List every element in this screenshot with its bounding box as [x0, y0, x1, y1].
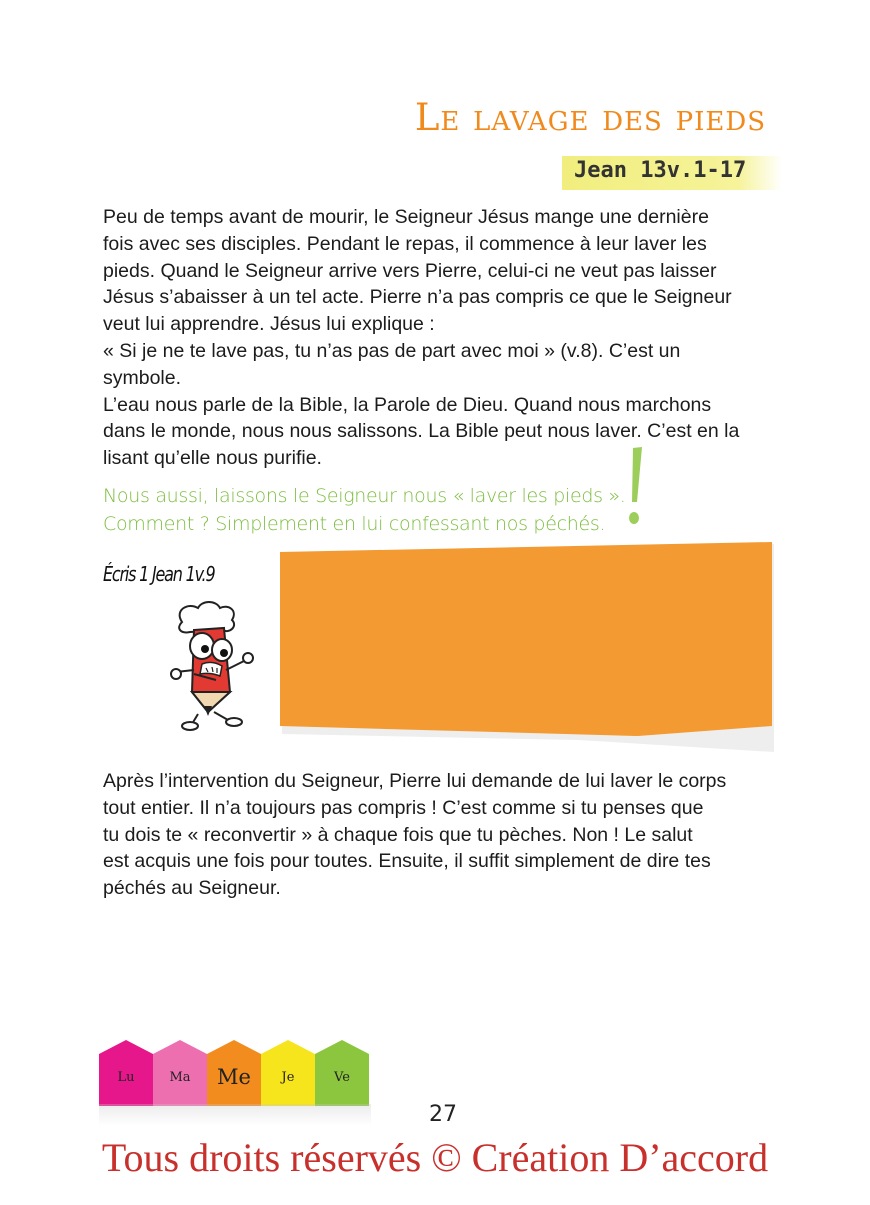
bible-reference: Jean 13v.1-17: [574, 158, 747, 183]
text-line: L’eau nous parle de la Bible, la Parole de Dieu. Quand nous marchons: [103, 393, 712, 416]
day-tab-lu[interactable]: [99, 1040, 153, 1106]
text-line: Après l’intervention du Seigneur, Pierre lui demande de lui laver le corps: [103, 770, 727, 792]
text-line: lisant qu’elle nous purifie.: [103, 447, 322, 470]
text-line: veut lui apprendre. Jésus lui explique :: [103, 313, 435, 336]
pencil-mascot-icon: [168, 600, 264, 732]
text-line: « Si je ne te lave pas, tu n’as pas de part avec moi » (v.8). C’est un: [103, 339, 681, 362]
bible-reference-highlight: [562, 156, 782, 190]
text-line: est acquis une fois pour toutes. Ensuite, il suffit simplement de dire tes: [103, 850, 711, 873]
text-line: pieds. Quand le Seigneur arrive vers Pierre, celui-ci ne veut pas laisser: [103, 259, 717, 282]
text-line: tu dois te « reconvertir » à chaque fois que tu pèches. Non ! Le salut: [103, 823, 693, 846]
application-text: [103, 482, 743, 538]
day-tab-label: Je: [281, 1070, 295, 1085]
conclusion-paragraph: [103, 768, 771, 902]
day-tab-je[interactable]: [261, 1040, 315, 1106]
page-title: Le lavage des pieds: [414, 96, 766, 139]
day-tab-ma[interactable]: [153, 1040, 207, 1106]
day-tab-label: Lu: [117, 1070, 135, 1085]
day-tab-label: Ve: [334, 1070, 350, 1085]
text-line: péchés au Seigneur.: [103, 877, 281, 900]
day-tab-label: Me: [217, 1065, 251, 1089]
text-line: dans le monde, nous nous salissons. La Bible peut nous laver. C’est en la: [103, 420, 740, 443]
page-number: 27: [429, 1102, 457, 1127]
day-tab-label: Ma: [169, 1070, 191, 1085]
copyright-watermark: Tous droits réservés © Création D’accord: [101, 1135, 769, 1180]
answer-writing-box[interactable]: [278, 540, 778, 752]
story-paragraph: [103, 204, 771, 472]
day-tab-ve[interactable]: [315, 1040, 369, 1106]
application-line: Nous aussi, laissons le Seigneur nous « laver les pieds ».: [103, 485, 626, 507]
text-line: Peu de temps avant de mourir, le Seigneur Jésus mange une dernière: [103, 206, 709, 228]
text-line: fois avec ses disciples. Pendant le repas, il commence à leur laver les: [103, 232, 707, 255]
day-tab-me[interactable]: [207, 1040, 261, 1106]
text-line: symbole.: [103, 366, 182, 389]
tabs-reflection: [99, 1104, 371, 1126]
write-prompt: Écris 1 Jean 1v.9: [103, 562, 215, 586]
text-line: tout entier. Il n’a toujours pas compris ! C’est comme si tu penses que: [103, 796, 704, 819]
text-line: Jésus s’abaisser à un tel acte. Pierre n’a pas compris ce que le Seigneur: [103, 286, 732, 309]
day-tabs: [99, 1040, 371, 1110]
application-line: Comment ? Simplement en lui confessant nos péchés.: [103, 513, 606, 535]
